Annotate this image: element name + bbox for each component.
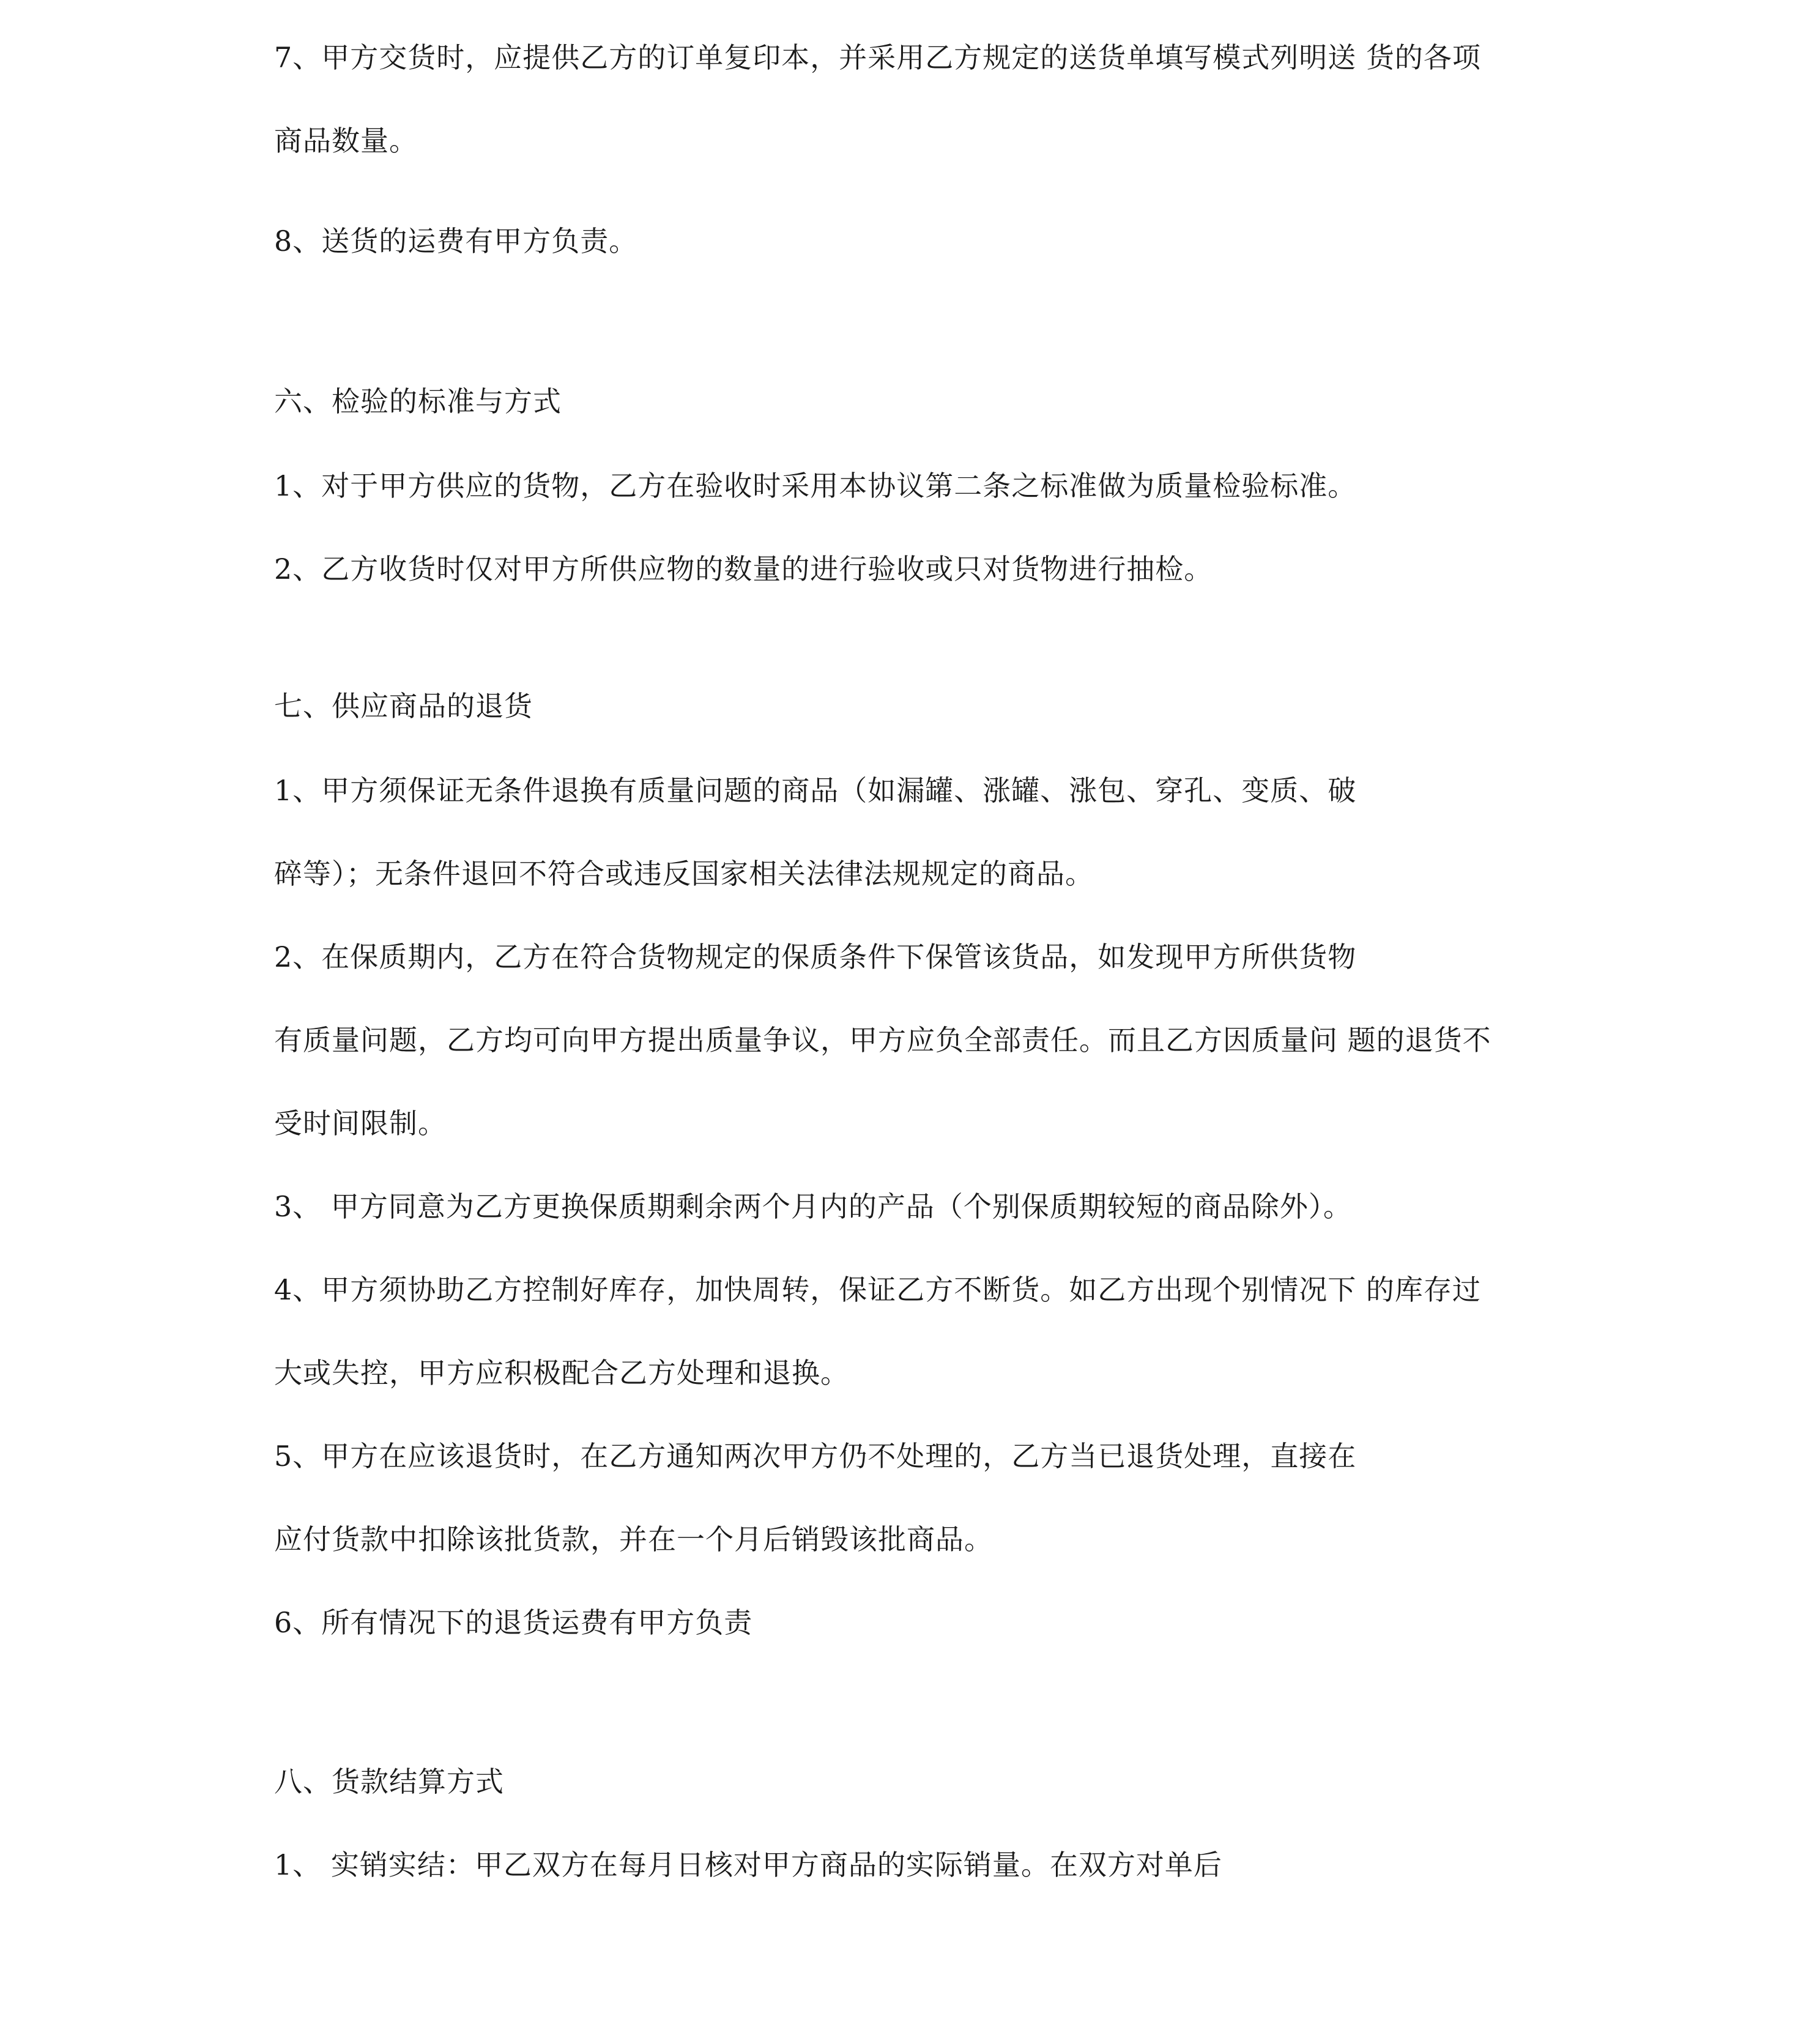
section-8-item-1: 1、 实销实结：甲乙双方在每月日核对甲方商品的实际销量。在双方对单后 <box>274 1848 1222 1881</box>
section-8-heading: 八、货款结算方式 <box>274 1765 504 1798</box>
section-6-item-1: 1、对于甲方供应的货物，乙方在验收时采用本协议第二条之标准做为质量检验标准。 <box>274 469 1357 502</box>
section-7-item-1-line-1: 1、甲方须保证无条件退换有质量问题的商品（如漏罐、涨罐、涨包、穿孔、变质、破 <box>274 774 1357 807</box>
section-7-item-4-line-2: 大或失控，甲方应积极配合乙方处理和退换。 <box>274 1356 849 1389</box>
section-7-item-2-line-1: 2、在保质期内，乙方在符合货物规定的保质条件下保管该货品，如发现甲方所供货物 <box>274 940 1357 973</box>
clause-7-line-2: 商品数量。 <box>274 124 418 157</box>
section-7-item-2-line-2: 有质量问题，乙方均可向甲方提出质量争议，甲方应负全部责任。而且乙方因质量问 题的退货不 <box>274 1024 1491 1057</box>
section-7-item-4-line-1: 4、甲方须协助乙方控制好库存，加快周转，保证乙方不断货。如乙方出现个别情况下 的库存过 <box>274 1273 1481 1306</box>
section-7-item-6: 6、所有情况下的退货运费有甲方负责 <box>274 1606 753 1639</box>
section-7-item-5-line-2: 应付货款中扣除该批货款，并在一个月后销毁该批商品。 <box>274 1523 993 1556</box>
section-7-item-3: 3、 甲方同意为乙方更换保质期剩余两个月内的产品（个别保质期较短的商品除外）。 <box>274 1190 1352 1223</box>
section-6-heading: 六、检验的标准与方式 <box>274 385 562 418</box>
section-7-item-5-line-1: 5、甲方在应该退货时，在乙方通知两次甲方仍不处理的，乙方当已退货处理，直接在 <box>274 1440 1357 1473</box>
section-6-item-2: 2、乙方收货时仅对甲方所供应物的数量的进行验收或只对货物进行抽检。 <box>274 552 1213 586</box>
section-7-item-1-line-2: 碎等）；无条件退回不符合或违反国家相关法律法规规定的商品。 <box>274 857 1094 890</box>
clause-8-line: 8、送货的运费有甲方负责。 <box>274 225 638 258</box>
section-7-item-2-line-3: 受时间限制。 <box>274 1107 447 1140</box>
clause-7-line-1: 7、甲方交货时，应提供乙方的订单复印本，并采用乙方规定的送货单填写模式列明送 货的各项 <box>274 41 1481 74</box>
section-7-heading: 七、供应商品的退货 <box>274 690 533 723</box>
